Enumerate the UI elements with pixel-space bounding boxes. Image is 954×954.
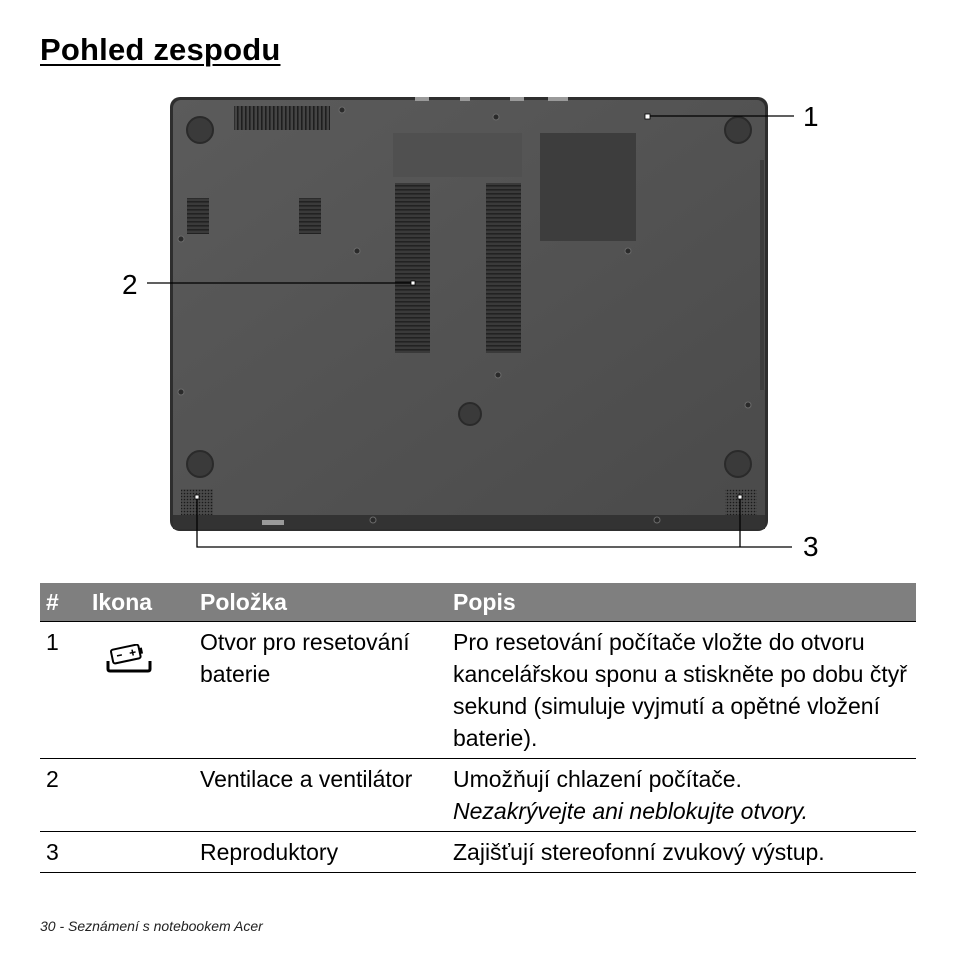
- callout-2: 2: [122, 269, 138, 300]
- row-description: Umožňují chlazení počítače.: [453, 766, 742, 792]
- table-row: [40, 832, 916, 873]
- row-number: 3: [40, 832, 86, 873]
- main-vent-grille-left: [395, 183, 430, 353]
- page-footer: 30 - Seznámení s notebookem Acer: [40, 918, 263, 934]
- row-icon-cell: [86, 832, 194, 873]
- battery-reset-hole: [645, 114, 650, 119]
- main-vent-grille-right: [486, 183, 521, 353]
- row-item: Ventilace a ventilátor: [194, 759, 447, 832]
- col-header-description: Popis: [447, 583, 916, 622]
- upper-panel: [393, 133, 522, 177]
- ram-cover: [540, 133, 636, 241]
- row-number: 1: [40, 622, 86, 759]
- row-item: Reproduktory: [194, 832, 447, 873]
- component-table: [40, 583, 916, 873]
- right-speaker-grille: [725, 489, 757, 515]
- col-header-number: #: [40, 583, 86, 622]
- page-title: Pohled zespodu: [40, 32, 281, 67]
- col-header-item: Položka: [194, 583, 447, 622]
- row-icon-cell: [86, 622, 194, 759]
- callout-3: 3: [803, 531, 819, 562]
- left-vent-grille-2: [299, 198, 321, 234]
- row-icon-cell: [86, 759, 194, 832]
- row-warning-note: Nezakrývejte ani neblokujte otvory.: [453, 798, 808, 824]
- row-number: 2: [40, 759, 86, 832]
- table-row: [40, 759, 916, 832]
- row-description: Pro resetování počítače vložte do otvoru kancelářskou sponu a stiskněte po dobu čtyř sekund (simuluje vyjmutí a opětné vložení baterie).: [447, 622, 916, 759]
- left-vent-grille: [187, 198, 209, 234]
- battery-reset-icon: [92, 626, 188, 682]
- table-row: [40, 622, 916, 759]
- top-vent-grille: [234, 106, 330, 130]
- col-header-icon: Ikona: [86, 583, 194, 622]
- callout-1: 1: [803, 101, 819, 132]
- row-description: Zajišťují stereofonní zvukový výstup.: [447, 832, 916, 873]
- row-description-cell: [447, 759, 916, 832]
- table-header-row: [40, 583, 916, 622]
- row-item: Otvor pro resetování baterie: [194, 622, 447, 759]
